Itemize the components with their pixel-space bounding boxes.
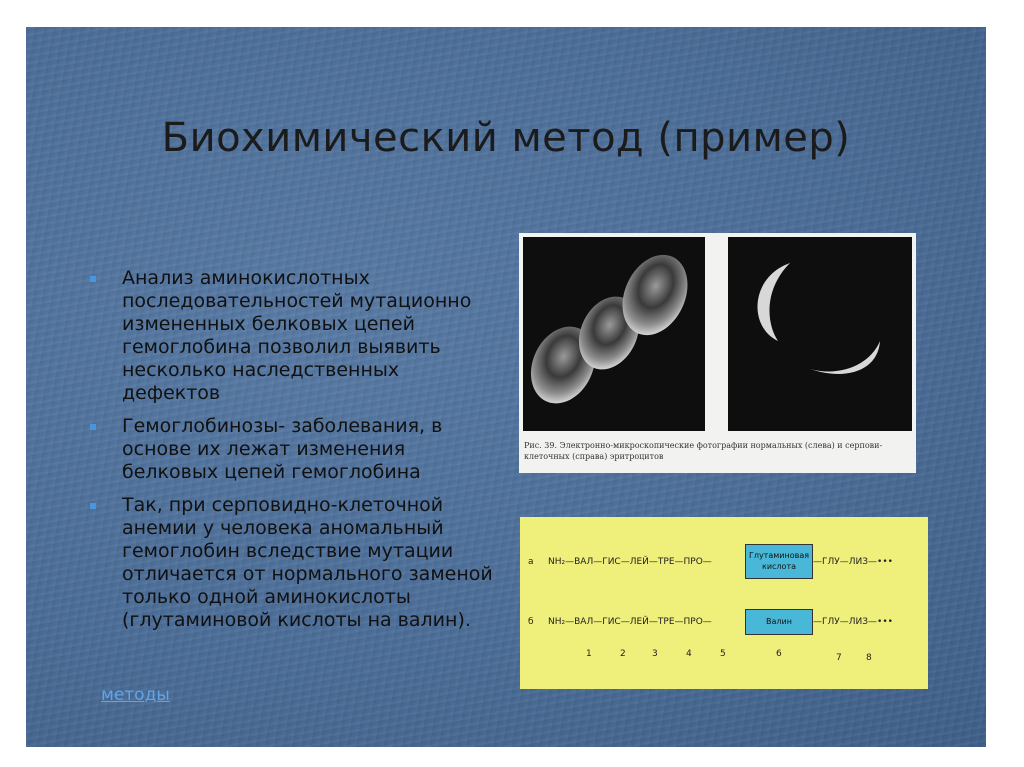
sequence-prefix: NH₂—ВАЛ—ГИС—ЛЕЙ—ТРЕ—ПРО— [548,557,712,567]
position-number: 8 [866,653,872,663]
slide-title: Биохимический метод (пример) [161,115,851,161]
boxed-label: Глутаминовая [748,551,810,560]
position-number: 7 [836,653,842,663]
sequence-suffix: —ГЛУ—ЛИЗ—••• [813,557,893,567]
valine-box [745,609,813,635]
square-bullet-icon [90,276,96,282]
caption-line: Рис. 39. Электронно-микроскопические фотографии нормальных (слева) и серпови- [524,441,883,450]
methods-link[interactable]: методы [101,685,170,705]
bullet-text: Гемоглобинозы- заболевания, в основе их лежат изменения белковых цепей гемоглобина [122,415,443,483]
sequence-row-label: б [528,617,534,627]
bullet-item [86,494,496,632]
position-number: 3 [652,649,658,659]
bullet-text: Анализ аминокислотных последовательностей мутационно измененных белковых цепей гемоглобина позволил выявить несколько наследственных дефектов [122,267,472,404]
sickle-cell [757,263,790,341]
amino-acid-sequence-diagram [520,517,928,689]
bullet-item [86,415,496,484]
sequence-row-label: а [528,557,534,567]
glutamic-acid-box [745,544,813,579]
bullet-text: Так, при серповидно-клеточной анемии у человека аномальный гемоглобин вследствие мутации отличается от нормального заменой только одной аминокислоты (глутаминовой кислоты на валин). [122,494,493,631]
position-number: 2 [620,649,626,659]
erythrocyte-figure [519,233,916,473]
boxed-label: Валин [766,617,792,626]
bullet-list [86,267,496,642]
position-number: 5 [720,649,726,659]
caption-line: клеточных (справа) эритроцитов [524,452,664,461]
sequence-suffix: —ГЛУ—ЛИЗ—••• [813,617,893,627]
position-number: 6 [776,649,782,659]
boxed-label: кислота [762,562,796,571]
slide [26,27,986,747]
sickle-cell [810,341,880,374]
sickle-erythrocytes-photo [728,237,912,431]
bullet-item [86,267,496,405]
normal-erythrocytes-photo [523,237,705,431]
sequence-prefix: NH₂—ВАЛ—ГИС—ЛЕЙ—ТРЕ—ПРО— [548,617,712,627]
position-number: 4 [686,649,692,659]
position-number: 1 [586,649,592,659]
square-bullet-icon [90,424,96,430]
figure-caption [524,440,914,462]
square-bullet-icon [90,503,96,509]
